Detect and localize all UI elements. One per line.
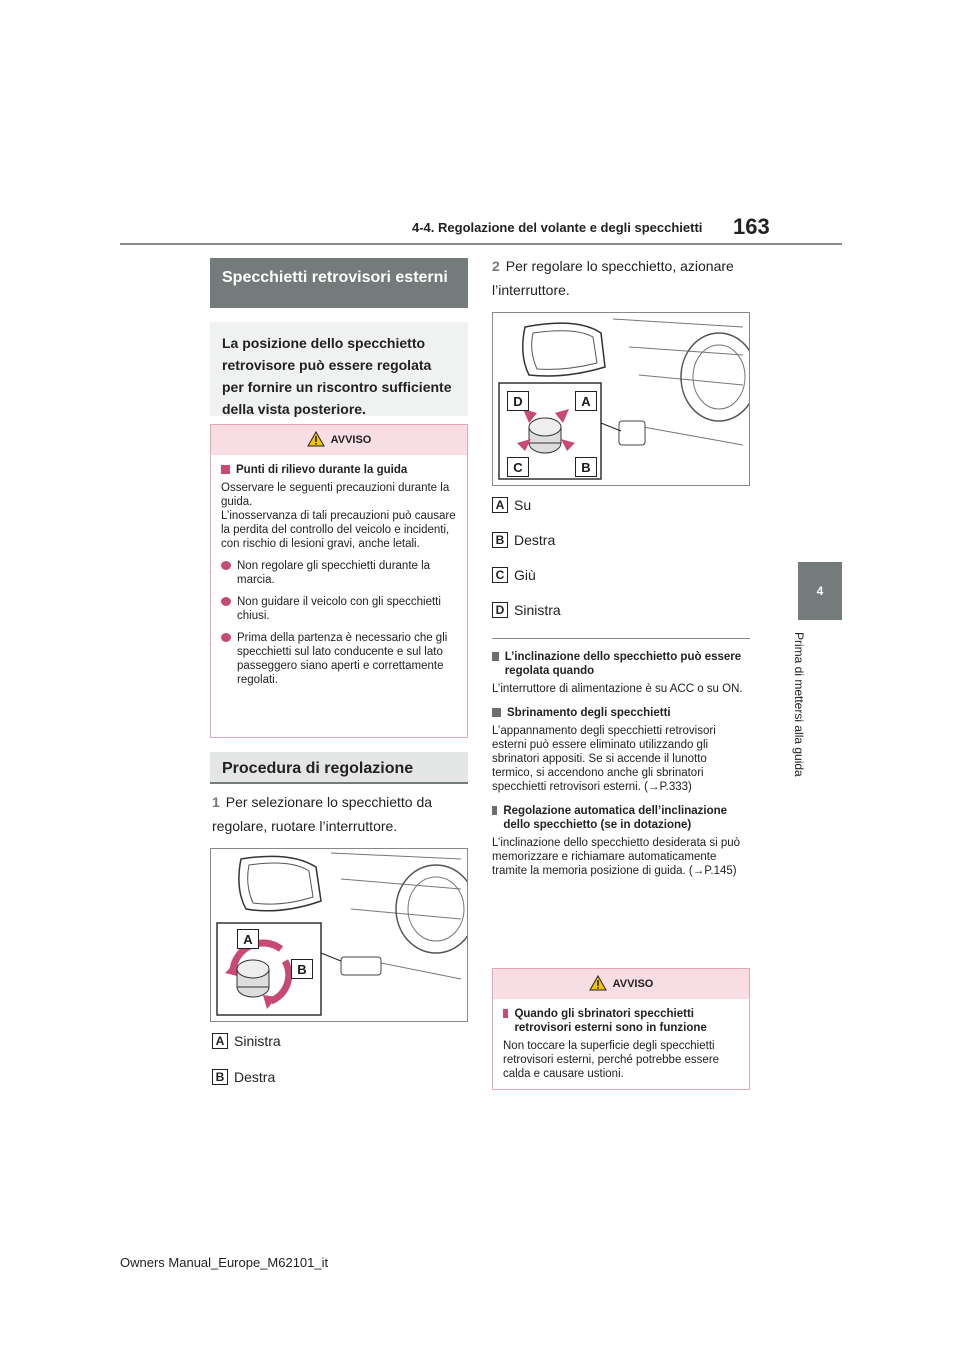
chapter-label: Prima di mettersi alla guida [792, 632, 806, 777]
figure-label-d: D [507, 391, 529, 411]
warning-bullet: Prima della partenza è necessario che gli specchietti sul lato conducente e sul lato passeggero siano aperti e correttamente regolati. [237, 632, 448, 686]
note-title: Sbrinamento degli specchietti [507, 707, 671, 719]
warning-header [211, 425, 467, 455]
warning-title: AVVISO [330, 434, 372, 446]
figure-label-a: A [575, 391, 597, 411]
legend-text: Su [514, 497, 532, 513]
figure-label-b: B [575, 457, 597, 477]
warning-para-2: L’inosservanza di tali precauzioni può causare la perdita del controllo del veicolo e incidenti, con rischio di lesioni gravi, anche letali. [221, 510, 456, 550]
warning-box-1 [210, 424, 468, 738]
legend-text: Destra [234, 1069, 276, 1085]
bullet-dot-icon [221, 597, 231, 606]
mirror-adjust-illustration [493, 313, 750, 486]
note-title: L’inclinazione dello specchietto può essere regolata quando [504, 651, 742, 677]
heading-procedura: Procedura di regolazione [210, 752, 468, 784]
note-text: L’inclinazione dello specchietto desiderata si può memorizzare e richiamare automaticamente tramite la memoria posizione di guida. (→P.145) [492, 837, 741, 877]
warning-para: Osservare le seguenti precauzioni durante la guida. [221, 482, 450, 508]
legend-letter: B [212, 1069, 228, 1085]
legend-letter: A [212, 1033, 228, 1049]
notes-block [492, 650, 750, 878]
step-text: Per regolare lo specchietto, azionare l’interruttore. [492, 258, 734, 298]
heading-specchietti: Specchietti retrovisori esterni [210, 258, 468, 308]
warning-header [493, 969, 749, 999]
figure-label-c: C [507, 457, 529, 477]
warning-subtitle: Quando gli sbrinatori specchietti retrovisori esterni sono in funzione [514, 1008, 707, 1034]
figure-mirror-select [210, 848, 468, 1022]
figure-label-a: A [237, 929, 259, 949]
legend-item [492, 497, 531, 513]
step-number: 1 [212, 794, 220, 810]
section-title: 4-4. Regolazione del volante e degli specchietti [412, 220, 703, 235]
header-rule [120, 243, 842, 245]
legend-item [212, 1069, 275, 1085]
legend-letter: C [492, 567, 508, 583]
legend-item [212, 1033, 281, 1049]
step-2 [492, 254, 750, 302]
legend-letter: D [492, 602, 508, 618]
warning-bullet: Non regolare gli specchietti durante la marcia. [237, 560, 431, 586]
legend-text: Sinistra [234, 1033, 281, 1049]
square-bullet-icon [492, 652, 499, 661]
legend-item [492, 532, 555, 548]
legend-text: Giù [514, 567, 536, 583]
step-number: 2 [492, 258, 500, 274]
warning-subtitle: Punti di rilievo durante la guida [236, 464, 408, 476]
warning-triangle-icon [307, 431, 325, 450]
bullet-dot-icon [221, 561, 231, 570]
note-title: Regolazione automatica dell’inclinazione dello specchietto (se in dotazione) [503, 805, 728, 831]
figure-label-b: B [291, 959, 313, 979]
chapter-tab: 4 [798, 562, 842, 620]
bullet-dot-icon [221, 633, 231, 642]
square-bullet-icon [492, 806, 497, 815]
legend-text: Sinistra [514, 602, 561, 618]
notes-divider [492, 638, 750, 639]
square-bullet-icon [503, 1009, 508, 1018]
figure-mirror-adjust [492, 312, 750, 486]
warning-bullet: Non guidare il veicolo con gli specchietti chiusi. [237, 596, 441, 622]
footer-doc-id: Owners Manual_Europe_M62101_it [120, 1255, 329, 1270]
step-text: Per selezionare lo specchietto da regolare, ruotare l’interruttore. [212, 794, 433, 834]
warning-title: AVVISO [612, 978, 654, 990]
legend-item [492, 602, 561, 618]
square-bullet-icon [221, 465, 230, 474]
warning-text: Non toccare la superficie degli specchietti retrovisori esterni, perché potrebbe essere calda e causare ustioni. [503, 1040, 720, 1080]
legend-letter: B [492, 532, 508, 548]
intro-box: La posizione dello specchietto retrovisore può essere regolata per fornire un riscontro sufficiente della vista posteriore. [210, 322, 468, 416]
legend-item [492, 567, 536, 583]
square-bullet-icon [492, 708, 501, 717]
legend-letter: A [492, 497, 508, 513]
warning-triangle-icon [589, 975, 607, 994]
step-1 [212, 790, 468, 838]
legend-text: Destra [514, 532, 556, 548]
note-text: L’interruttore di alimentazione è su ACC o su ON. [492, 683, 743, 695]
note-text: L’appannamento degli specchietti retrovisori esterni può essere eliminato utilizzando gli sbrinatori appositi. Se si accende il lunotto termico, si accendono anche gli sbrinatori specchietti retrovisori esterni. (→P.333) [492, 725, 716, 793]
warning-box-2 [492, 968, 750, 1090]
page-number: 163 [733, 214, 770, 239]
